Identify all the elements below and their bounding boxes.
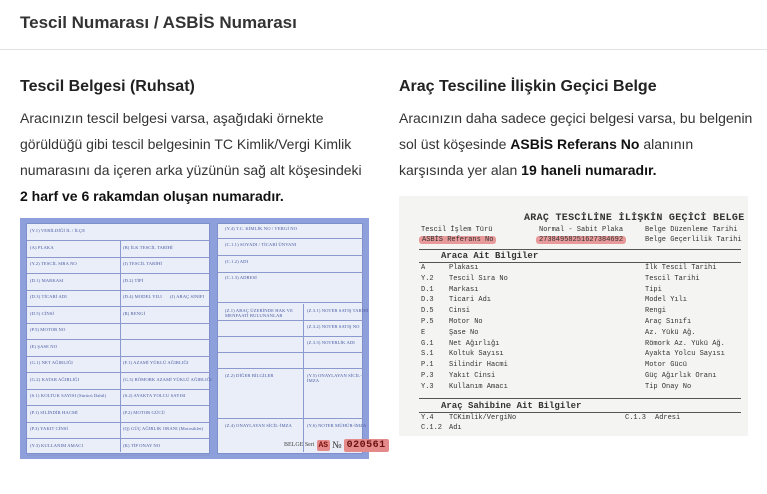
ruhsat-desc-bold: 2 harf ve 6 rakamdan oluşan numaradır. (20, 188, 284, 204)
ruhsat-field: (G.3) RÖMORK AZAMİ YÜKLÜ AĞIRLIĞI (123, 376, 212, 382)
gecici-owner-label: Adı (449, 424, 462, 432)
ruhsat-owner-field: (Z.2) DİĞER BİLGİLER (225, 373, 274, 378)
ruhsat-field: (P.2) MOTOR GÜCÜ (123, 409, 165, 415)
ruhsat-field: (D.3) TİCARİ ADI (30, 294, 67, 299)
ruhsat-owner-field: (Y.6) NOTER MÜHÜR-İMZA (307, 423, 367, 428)
gecici-row-right: İlk Tescil Tarihi (645, 264, 717, 272)
gecici-rule-3 (419, 398, 741, 399)
gecici-row-code: P.3 (421, 372, 434, 380)
ruhsat-owner-line (218, 302, 363, 303)
gecici-duzenleme: Belge Düzenleme Tarihi (645, 226, 738, 234)
gecici-row-right: Model Yılı (645, 296, 688, 305)
gecici-row-right: Ayakta Yolcu Sayısı (645, 350, 725, 359)
ruhsat-field: (J) ARAÇ SINIFI (170, 294, 205, 299)
ruhsat-field: (Q) GÜÇ AĞIRLIK ORANI (Motosiklet) (123, 426, 204, 431)
gecici-gecerlilik: Belge Geçerlilik Tarihi (645, 236, 742, 244)
ruhsat-owner-line (218, 238, 363, 239)
gecici-row-label: Silindir Hacmi (449, 361, 508, 370)
gecici-section (399, 78, 759, 183)
gecici-owner-code: C.1.2 (421, 424, 443, 432)
gecici-row-right: Araç Sınıfı (645, 318, 692, 326)
gecici-row-label: Plakası (449, 264, 479, 272)
serial-letters: AS (318, 440, 329, 450)
ruhsat-owner-field: (Z.1) ARAÇ ÜZERİNDE HAK VE MENFAATİ BULUNANLAR (225, 308, 293, 318)
ruhsat-field: (F.1) AZAMİ YÜKLÜ AĞIRLIĞI (123, 360, 189, 365)
ruhsat-col-line (120, 240, 121, 452)
ruhsat-row-line (27, 290, 210, 291)
ruhsat-owner-line (218, 352, 363, 353)
serial-number: 020561 (344, 439, 389, 452)
ruhsat-owner-field: (Y.5) ONAYLAYAN SİCİL-İMZA (307, 373, 362, 383)
ruhsat-owner-field: (C.1.2) ADI (225, 259, 249, 264)
gecici-row-right: Güç Ağırlık Oranı (645, 372, 717, 380)
gecici-asbis-label: ASBİS Referans No (419, 236, 496, 244)
ruhsat-desc-line2: görüldüğü gibi tescil belgesinin TC Kimlik/Vergi Kimlik (20, 136, 352, 152)
gecici-row-code: G.1 (421, 339, 434, 348)
ruhsat-row-line (27, 422, 210, 423)
ruhsat-owner-field: (Z.3.3) NOTERLİK ADI (307, 340, 355, 345)
ruhsat-owner-line (218, 272, 363, 273)
ruhsat-row-line (27, 257, 210, 258)
ruhsat-row-line (27, 405, 210, 406)
gecici-desc-line1: Aracınızın daha sadece geçici belgesi varsa, bu belgenin (399, 110, 753, 126)
ruhsat-field: (D.2) TİPİ (123, 277, 144, 283)
ruhsat-row-line (27, 389, 210, 390)
gecici-row-code: P.5 (421, 318, 434, 326)
ruhsat-row-line (27, 306, 210, 307)
gecici-section1: Araca Ait Bilgiler (441, 251, 539, 261)
ruhsat-field: (G.2) KATAR AĞIRLIĞI (30, 376, 80, 382)
ruhsat-description (20, 105, 380, 209)
gecici-desc-line2-end: alanının (639, 136, 694, 152)
ruhsat-row-line (27, 240, 210, 241)
page-header (0, 0, 767, 50)
ruhsat-row-line (27, 356, 210, 357)
ruhsat-right-panel (217, 223, 363, 454)
gecici-owner-code: Y.4 (421, 414, 434, 422)
ruhsat-field: (P.3) YAKIT CİNSİ (30, 426, 69, 431)
gecici-row-code: A (421, 264, 426, 272)
ruhsat-field: (D.1) MARKASI (30, 277, 64, 283)
gecici-row-label: Şase No (449, 328, 479, 337)
ruhsat-field: (I) TESCİL TARİHİ (123, 261, 163, 266)
serial-prefix: BELGE Seri (284, 442, 315, 448)
ruhsat-field: (S.2) AYAKTA YOLCU SAYISI (123, 393, 186, 398)
ruhsat-row-line (27, 438, 210, 439)
ruhsat-owner-line (218, 336, 363, 337)
ruhsat-row-line (27, 273, 210, 274)
gecici-description (399, 105, 759, 183)
ruhsat-field: (D.5) CİNSİ (30, 310, 55, 316)
ruhsat-owner-field: (C.1.1) SOYADI / TİCARİ ÜNVANI (225, 242, 297, 247)
ruhsat-owner-field: (Y.4) T.C. KİMLİK NO / VERGİ NO (225, 226, 298, 231)
ruhsat-owner-field: (C.1.3) ADRESİ (225, 275, 257, 280)
ruhsat-row-line (27, 339, 210, 340)
ruhsat-desc-line1: Aracınızın tescil belgesi varsa, aşağıdaki örnekte (20, 110, 324, 126)
gecici-row-code: E (421, 328, 426, 337)
ruhsat-field: (B) İLK TESCİL TARİHİ (123, 244, 173, 250)
ruhsat-field: (K) TİP ONAY NO (123, 442, 161, 448)
ruhsat-owner-field: (Z.3.2) NOTER SATIŞ NO (307, 324, 360, 329)
gecici-row-code: D.1 (421, 285, 434, 294)
gecici-document-image (399, 196, 748, 436)
gecici-row-code: S.1 (421, 350, 434, 359)
gecici-row-right: Tip Onay No (645, 382, 692, 391)
ruhsat-owner-line (218, 255, 363, 256)
gecici-section2: Araç Sahibine Ait Bilgiler (441, 401, 582, 411)
gecici-row-code: D.3 (421, 296, 434, 305)
gecici-row-label: Kullanım Amacı (449, 382, 508, 391)
gecici-desc-asbis-bold: ASBİS Referans No (510, 136, 640, 152)
gecici-row-label: Cinsi (449, 307, 471, 316)
page-title: Tescil Numarası / ASBİS Numarası (20, 13, 297, 32)
ruhsat-field: (Y.2) TESCİL SIRA NO (30, 261, 77, 266)
ruhsat-serial (284, 437, 389, 453)
gecici-rule-2 (419, 262, 741, 263)
ruhsat-owner-line (218, 418, 363, 419)
gecici-row-right: Az. Yükü Ağ. (645, 328, 696, 337)
ruhsat-owner-line (218, 368, 363, 369)
gecici-row-label: Tescil Sıra No (449, 274, 508, 283)
ruhsat-field: (P.5) MOTOR NO (30, 327, 66, 332)
gecici-row-code: Y.2 (421, 274, 434, 283)
gecici-row-label: Yakıt Cinsi (449, 372, 496, 380)
ruhsat-row-line (27, 372, 210, 373)
ruhsat-field: (Y.1) VERİLDİĞİ İL / İLÇE (30, 228, 86, 233)
gecici-owner-label: TCKimlik/VergiNo (449, 414, 517, 422)
ruhsat-field: (E) ŞASE NO (30, 343, 58, 349)
gecici-row-right: Römork Az. Yükü Ağ. (645, 339, 725, 348)
ruhsat-owner-line (218, 320, 363, 321)
gecici-islem-label: Tescil İşlem Türü (421, 226, 493, 234)
gecici-rule-1 (419, 249, 741, 250)
ruhsat-document-image (20, 218, 369, 459)
gecici-row-right: Rengi (645, 307, 667, 316)
ruhsat-field: (D.4) MODEL YILI (123, 294, 162, 299)
ruhsat-field: (P.1) SİLİNDİR HACMİ (30, 409, 78, 415)
gecici-row-label: Koltuk Sayısı (449, 350, 504, 359)
gecici-row-code: D.5 (421, 307, 434, 316)
ruhsat-field: (G.1) NET AĞIRLIĞI (30, 360, 73, 365)
gecici-desc-line2: sol üst köşesinde (399, 136, 511, 152)
ruhsat-owner-col-line (303, 304, 304, 452)
gecici-heading: Araç Tesciline İlişkin Geçici Belge (399, 78, 657, 95)
ruhsat-heading: Tescil Belgesi (Ruhsat) (20, 78, 195, 95)
gecici-owner-right: Adresi (655, 414, 681, 422)
gecici-row-label: Markası (449, 285, 479, 294)
gecici-doc-title: ARAÇ TESCİLİNE İLİŞKİN GEÇİCİ BELGE (524, 213, 745, 224)
gecici-desc-line3: karşısında yer alan (399, 162, 522, 178)
ruhsat-owner-field: (Z.4) ONAYLAYAN SİCİL-İMZA (225, 423, 292, 428)
gecici-owner-rcode: C.1.3 (625, 414, 647, 422)
gecici-row-label: Motor No (449, 318, 483, 326)
ruhsat-desc-line3: numarasını da içeren arka yüzünün sağ alt köşesindeki (20, 162, 362, 178)
gecici-islem-value: Normal - Sabit Plaka (539, 226, 624, 234)
serial-no-symbol: № (332, 439, 342, 451)
ruhsat-field: (Y.3) KULLANIM AMACI (30, 442, 84, 448)
ruhsat-row-line (27, 455, 210, 456)
ruhsat-owner-field: (Z.3.1) NOTER SATIŞ TARİHİ (307, 308, 369, 313)
ruhsat-field: (A) PLAKA (30, 244, 54, 250)
ruhsat-field: (R) RENGİ (123, 310, 146, 316)
gecici-rule-4 (419, 412, 741, 413)
ruhsat-section (20, 78, 380, 209)
ruhsat-row-line (27, 323, 210, 324)
gecici-row-right: Tipi (645, 285, 662, 294)
gecici-row-right: Motor Gücü (645, 361, 688, 370)
gecici-row-code: P.1 (421, 361, 434, 370)
gecici-row-right: Tescil Tarihi (645, 274, 700, 283)
gecici-desc-digits-bold: 19 haneli numaradır. (521, 162, 657, 178)
ruhsat-field: (S.1) KOLTUK SAYISI (Sürücü Dahil) (30, 393, 107, 398)
gecici-asbis-value: 27384958251627384692 (536, 236, 626, 244)
gecici-row-label: Ticari Adı (449, 296, 492, 305)
gecici-row-label: Net Ağırlığı (449, 339, 500, 348)
gecici-row-code: Y.3 (421, 382, 434, 391)
